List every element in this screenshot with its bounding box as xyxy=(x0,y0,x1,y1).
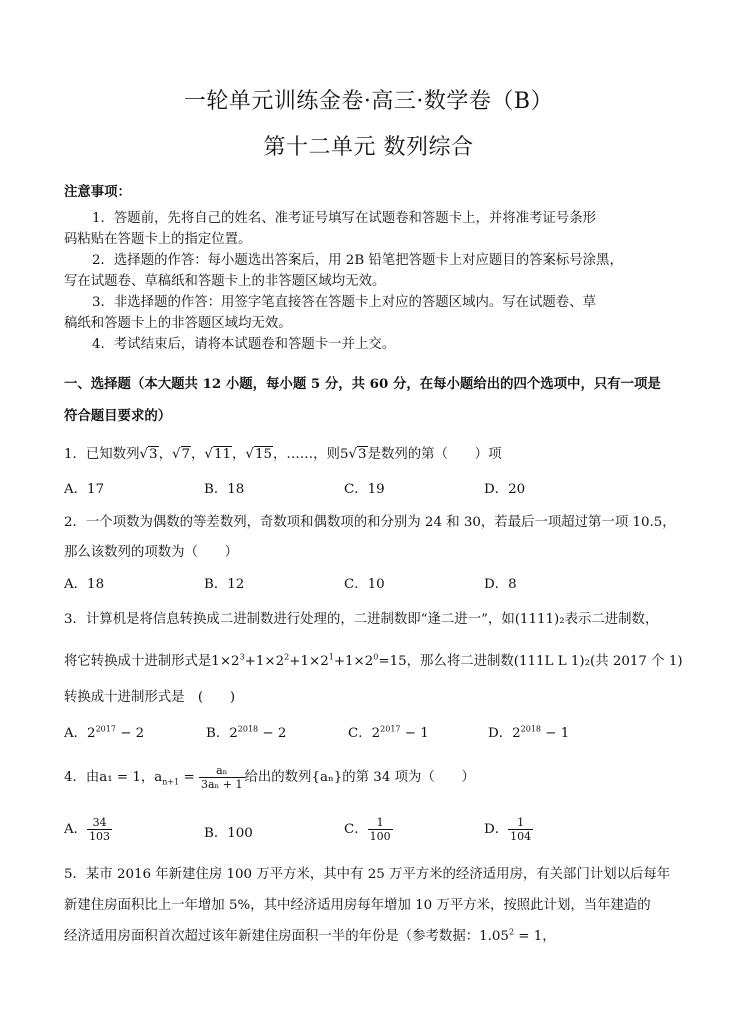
q4-prefix: 4．由a₁ = 1，a xyxy=(64,770,163,785)
q1-sep: ， xyxy=(232,447,246,462)
q4-option-c-den: 100 xyxy=(369,830,391,843)
q5-text: 经济适用房面积首次超过该年新建住房面积一半的年份是（参考数据：1.05 xyxy=(64,929,509,944)
q4-option-c-fraction xyxy=(368,816,393,843)
q3-option-b xyxy=(206,722,286,741)
q2-option-c: C．10 xyxy=(344,577,385,592)
q1-radicand: 7 xyxy=(181,447,191,462)
note-1a: 1．答题前，先将自己的姓名、准考证号填写在试题卷和答题卡上，并将准考证号条形 xyxy=(92,211,596,226)
q4-option-c-label: C． xyxy=(344,822,368,837)
q3-text: +1×2 xyxy=(333,654,374,669)
q4-option-c-num: 1 xyxy=(368,816,393,830)
q3-option-a xyxy=(64,722,144,741)
sqrt-symbol: √ xyxy=(204,447,213,462)
q3-option-c xyxy=(348,722,429,741)
q4-option-a-label: A． xyxy=(64,822,88,837)
question-1 xyxy=(64,443,501,462)
q3-option-d-tail: − 1 xyxy=(541,726,570,741)
q1-radicand: 3 xyxy=(358,447,367,462)
section-heading: 一、选择题（本大题共 12 小题，每小题 5 分，共 60 分，在每小题给出的四个选项中，只有一项是 xyxy=(64,376,661,392)
sqrt-symbol: √ xyxy=(348,447,358,462)
q3-text: +1×2 xyxy=(289,654,329,669)
q5-text-tail: = 1， xyxy=(514,929,556,944)
q3-option-d-exp: 2018 xyxy=(520,724,542,734)
q4-option-d-fraction xyxy=(508,816,533,843)
sqrt-symbol: √ xyxy=(245,447,254,462)
q2-option-b: B．12 xyxy=(204,577,245,592)
q3-option-b-text: B．2 xyxy=(206,726,238,741)
q5-exponent: 2 xyxy=(508,927,515,937)
note-3a: 3．非选择题的作答：用签字笔直接答在答题卡上对应的答题区域内。写在试题卷、草 xyxy=(92,295,596,310)
q3-option-c-exp: 2017 xyxy=(380,724,401,734)
question-3: 3．计算机是将信息转换成二进制数进行处理的，二进制数即“逢二进一”，如(1111)₂表示二进制数， xyxy=(64,612,659,627)
q3-exponent: 3 xyxy=(239,652,245,662)
q3-exponent: 1 xyxy=(328,652,334,662)
q4-option-d xyxy=(484,816,533,843)
question-4 xyxy=(64,764,475,791)
q1-option-d: D．20 xyxy=(484,482,526,497)
sqrt-symbol: √ xyxy=(171,447,181,462)
q4-option-b: B．100 xyxy=(204,826,253,841)
q1-radicand: 11 xyxy=(213,447,232,462)
q1-mid: ，……，则5 xyxy=(273,447,349,462)
q3-option-a-exp: 2017 xyxy=(95,724,116,734)
q1-sep: ， xyxy=(191,447,205,462)
q4-option-c xyxy=(344,816,393,843)
q3-exponent: 2 xyxy=(284,652,290,662)
exam-title: 一轮单元训练金卷·高三·数学卷（B） xyxy=(183,89,554,114)
q3-option-b-exp: 2018 xyxy=(237,724,259,734)
q1-option-c: C．19 xyxy=(344,482,385,497)
notes-heading: 注意事项： xyxy=(64,184,131,200)
question-5-cont: 新建住房面积比上一年增加 5%，其中经济适用房每年增加 10 万平方米，按照此计划，当年建造的 xyxy=(64,898,651,913)
question-2: 2．一个项数为偶数的等差数列，奇数项和偶数项的和分别为 24 和 30，若最后一项超过第一项 10.5， xyxy=(64,515,676,530)
note-2b: 写在试题卷、草稿纸和答题卡上的非答题区域均无效。 xyxy=(64,274,386,289)
q1-radicand: 15 xyxy=(254,447,272,462)
q1-radicand: 3 xyxy=(149,447,158,462)
q3-option-d-text: D．2 xyxy=(488,726,521,741)
q3-option-c-tail: − 1 xyxy=(400,726,429,741)
sqrt-symbol: √ xyxy=(139,447,149,462)
q2-option-d: D．8 xyxy=(484,577,517,592)
q3-option-c-text: C．2 xyxy=(348,726,381,741)
q4-option-a-num: 34 xyxy=(87,816,112,830)
question-3-cont2: 转换成十进制形式是 ( ) xyxy=(64,690,236,705)
q4-eq: = xyxy=(179,770,199,785)
q4-suffix: 给出的数列{aₙ}的第 34 项为（ ） xyxy=(244,770,475,785)
q4-option-d-label: D． xyxy=(484,822,509,837)
q4-option-a-den: 103 xyxy=(89,830,111,843)
q2-option-a: A．18 xyxy=(64,577,105,592)
q4-fraction xyxy=(199,764,245,791)
note-4: 4．考试结束后，请将本试题卷和答题卡一并上交。 xyxy=(92,337,396,352)
q1-suffix: 是数列的第（ ）项 xyxy=(367,447,502,462)
question-5-cont2 xyxy=(64,925,556,944)
q4-subscript: n+1 xyxy=(162,777,180,787)
q1-option-b: B．18 xyxy=(204,482,245,497)
section-heading-cont: 符合题目要求的） xyxy=(64,408,172,424)
q1-prefix: 1．已知数列 xyxy=(64,447,140,462)
unit-title: 第十二单元 数列综合 xyxy=(263,135,474,160)
q4-numerator: aₙ xyxy=(199,764,245,778)
question-2-cont: 那么该数列的项数为（ ） xyxy=(64,545,239,560)
question-5: 5．某市 2016 年新建住房 100 万平方米，其中有 25 万平方米的经济适用房，有关部门计划以后每年 xyxy=(64,867,671,882)
q3-text: =15，那么将二进制数(111L L 1)₂(共 2017 个 1) xyxy=(378,654,683,669)
note-2a: 2．选择题的作答：每小题选出答案后，用 2B 铅笔把答题卡上对应题目的答案标号涂黑， xyxy=(92,253,623,268)
q3-option-b-tail: − 2 xyxy=(258,726,287,741)
question-3-cont xyxy=(64,650,683,669)
q4-option-a-fraction xyxy=(87,816,112,843)
q3-text: +1×2 xyxy=(244,654,285,669)
q1-option-a: A．17 xyxy=(64,482,105,497)
q3-option-a-text: A．2 xyxy=(64,726,96,741)
q4-option-a xyxy=(64,816,112,843)
q3-option-d xyxy=(488,722,569,741)
q3-option-a-tail: − 2 xyxy=(115,726,145,741)
q1-sep: ， xyxy=(158,447,172,462)
q4-option-d-num: 1 xyxy=(508,816,533,830)
note-3b: 稿纸和答题卡上的非答题区域均无效。 xyxy=(64,316,292,331)
q4-denominator: 3aₙ + 1 xyxy=(200,778,243,791)
note-1b: 码粘贴在答题卡上的指定位置。 xyxy=(64,232,252,247)
q3-exponent: 0 xyxy=(373,652,379,662)
q4-option-d-den: 104 xyxy=(510,830,532,843)
q3-text: 将它转换成十进制形式是1×2 xyxy=(64,654,240,669)
